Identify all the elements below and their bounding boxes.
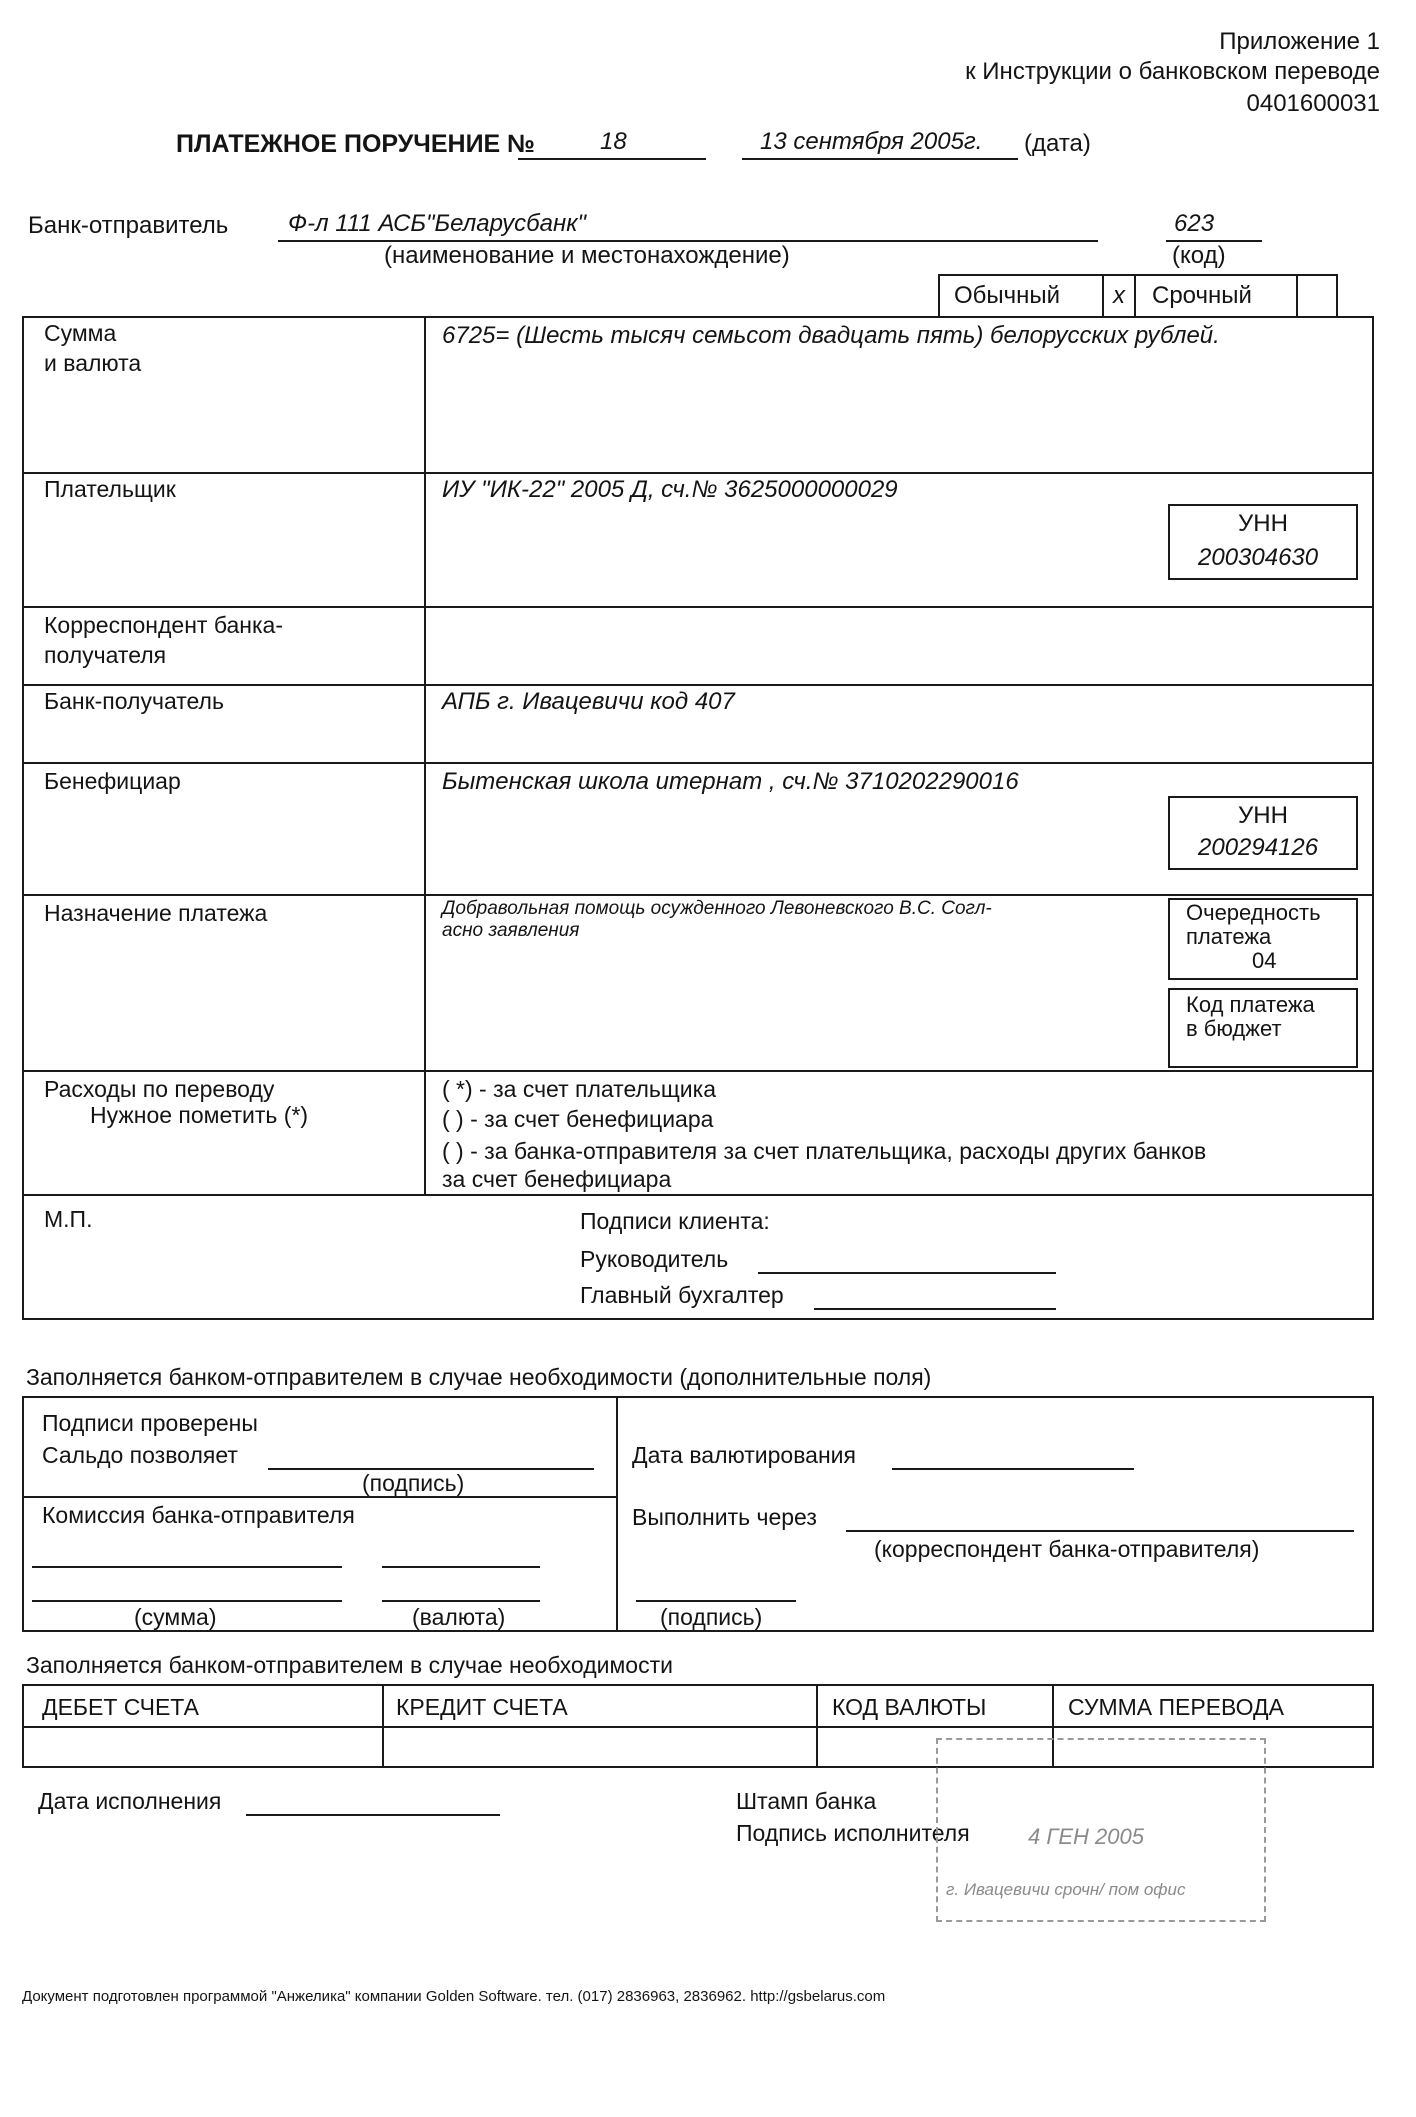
client-signatures-label: Подписи клиента: xyxy=(580,1208,770,1234)
accounts-col-divider-1 xyxy=(382,1684,384,1768)
extra-fields-heading: Заполняется банком-отправителем в случае необходимости (дополнительные поля) xyxy=(26,1364,932,1390)
transfer-amount-header: СУММА ПЕРЕВОДА xyxy=(1068,1694,1284,1720)
correspondent-label-2: получателя xyxy=(44,642,167,668)
sender-bank-value: Ф-л 111 АСБ"Беларусбанк" xyxy=(288,210,587,237)
accounts-col-divider-2 xyxy=(816,1684,818,1768)
urgency-urgent-label: Срочный xyxy=(1152,282,1252,309)
chief-accountant-signature-line[interactable] xyxy=(814,1308,1056,1310)
fees-label-1: Расходы по переводу xyxy=(44,1076,275,1102)
commission-currency-line-2[interactable] xyxy=(382,1600,540,1602)
date-underline xyxy=(742,158,1018,160)
number-underline xyxy=(518,158,706,160)
beneficiary-unn-box xyxy=(1168,796,1358,870)
accounts-header-divider xyxy=(22,1726,1374,1728)
beneficiary-label: Бенефициар xyxy=(44,768,181,794)
commission-label: Комиссия банка-отправителя xyxy=(42,1502,355,1528)
payer-value: ИУ "ИК-22" 2005 Д, сч.№ 3625000000029 xyxy=(442,476,898,503)
beneficiary-unn-label: УНН xyxy=(1238,802,1288,829)
priority-label-1: Очередность xyxy=(1186,900,1321,925)
appendix-label: Приложение 1 xyxy=(1219,28,1380,55)
budget-code-box xyxy=(1168,988,1358,1068)
payer-label: Плательщик xyxy=(44,476,176,502)
bank-stamp-label: Штамп банка xyxy=(736,1788,877,1814)
execute-signature-caption: (подпись) xyxy=(660,1604,763,1630)
extra-fields-divider xyxy=(616,1396,618,1632)
currency-code-header: КОД ВАЛЮТЫ xyxy=(832,1694,987,1720)
priority-label-2: платежа xyxy=(1186,924,1272,949)
urgency-urgent-box[interactable] xyxy=(1134,274,1298,318)
payer-unn-value: 200304630 xyxy=(1198,544,1319,571)
amount-label-1: Сумма xyxy=(44,320,117,346)
sender-bank-code: 623 xyxy=(1174,210,1215,237)
budget-code-label-1: Код платежа xyxy=(1186,992,1315,1017)
commission-sum-line-1[interactable] xyxy=(32,1566,342,1568)
purpose-label: Назначение платежа xyxy=(44,900,268,926)
instruction-label: к Инструкции о банковском переводе xyxy=(965,58,1380,85)
priority-value: 04 xyxy=(1252,948,1277,973)
execute-via-line[interactable] xyxy=(846,1530,1354,1532)
fees-label-2: Нужное пометить (*) xyxy=(90,1102,309,1128)
form-code: 0401600031 xyxy=(1246,90,1380,117)
commission-currency-line-1[interactable] xyxy=(382,1566,540,1568)
purpose-value-2: асно заявления xyxy=(442,920,580,941)
director-label: Руководитель xyxy=(580,1246,729,1272)
row-divider-6 xyxy=(22,1070,1374,1072)
urgency-ordinary-box[interactable] xyxy=(938,274,1104,318)
row-divider-3 xyxy=(22,684,1374,686)
accounts-heading: Заполняется банком-отправителем в случае необходимости xyxy=(26,1652,673,1678)
bank-stamp xyxy=(936,1738,1266,1922)
document-title: ПЛАТЕЖНОЕ ПОРУЧЕНИЕ № xyxy=(176,130,536,158)
value-date-line[interactable] xyxy=(892,1468,1134,1470)
row-divider-1 xyxy=(22,472,1374,474)
fee-option-beneficiary[interactable]: ( ) - за счет бенефициара xyxy=(442,1106,714,1132)
extra-fields-left-divider xyxy=(22,1496,616,1498)
amount-value: 6725= (Шесть тысяч семьсот двадцать пять) белорусских рублей. xyxy=(442,322,1220,349)
commission-sum-line-2[interactable] xyxy=(32,1600,342,1602)
stamp-bank-name: г. Ивацевичи срочн/ пом офис xyxy=(946,1880,1186,1899)
chief-accountant-label: Главный бухгалтер xyxy=(580,1282,784,1308)
payer-unn-box xyxy=(1168,504,1358,580)
executor-signature-label: Подпись исполнителя xyxy=(736,1820,970,1846)
correspondent-caption: (корреспондент банка-отправителя) xyxy=(874,1536,1260,1562)
payer-unn-label: УНН xyxy=(1238,510,1288,537)
debit-account-header: ДЕБЕТ СЧЕТА xyxy=(42,1694,199,1720)
fee-option-payer[interactable]: ( *) - за счет плательщика xyxy=(442,1076,717,1102)
purpose-value-1: Добравольная помощь осужденного Левоневского В.С. Согл- xyxy=(442,898,992,919)
credit-account-header: КРЕДИТ СЧЕТА xyxy=(396,1694,568,1720)
sum-caption: (сумма) xyxy=(134,1604,217,1630)
stamp-date: 4 ГЕН 2005 xyxy=(1028,1824,1144,1849)
urgency-urgent-checkbox[interactable] xyxy=(1296,274,1338,318)
document-number: 18 xyxy=(600,128,627,155)
receiving-bank-value: АПБ г. Ивацевичи код 407 xyxy=(442,688,735,715)
priority-box xyxy=(1168,898,1358,980)
seal-label: М.П. xyxy=(44,1206,93,1232)
footer-note: Документ подготовлен программой "Анжелика" компании Golden Software. тел. (017) 2836963, 2836962. http://gsbelarus.com xyxy=(22,1988,886,2005)
receiving-bank-label: Банк-получатель xyxy=(44,688,224,714)
payment-table-column-divider xyxy=(424,316,426,1194)
balance-signature-caption: (подпись) xyxy=(362,1470,465,1496)
sender-bank-label: Банк-отправитель xyxy=(28,212,229,239)
row-divider-4 xyxy=(22,762,1374,764)
signatures-checked-label: Подписи проверены xyxy=(42,1410,258,1436)
director-signature-line[interactable] xyxy=(758,1272,1056,1274)
execute-via-label: Выполнить через xyxy=(632,1504,817,1530)
row-divider-5 xyxy=(22,894,1374,896)
row-divider-7 xyxy=(22,1194,1374,1196)
row-divider-2 xyxy=(22,606,1374,608)
value-date-label: Дата валютирования xyxy=(632,1442,856,1468)
urgency-ordinary-checkbox[interactable] xyxy=(1102,274,1136,318)
correspondent-label-1: Корреспондент банка- xyxy=(44,612,284,638)
document-date: 13 сентября 2005г. xyxy=(760,128,983,155)
urgency-mark: х xyxy=(1113,282,1125,309)
beneficiary-unn-value: 200294126 xyxy=(1198,834,1319,861)
budget-code-label-2: в бюджет xyxy=(1186,1016,1282,1041)
balance-allows-label: Сальдо позволяет xyxy=(42,1442,238,1468)
sender-code-caption: (код) xyxy=(1172,242,1226,269)
date-caption: (дата) xyxy=(1024,130,1091,157)
fee-option-split[interactable]: ( ) - за банка-отправителя за счет плательщика, расходы других банков xyxy=(442,1138,1207,1164)
execution-date-line[interactable] xyxy=(246,1814,500,1816)
urgency-ordinary-label: Обычный xyxy=(954,282,1061,309)
beneficiary-value: Бытенская школа итернат , сч.№ 3710202290016 xyxy=(442,768,1019,795)
sender-bank-caption: (наименование и местонахождение) xyxy=(384,242,790,269)
execute-signature-line[interactable] xyxy=(636,1600,796,1602)
fee-option-split-cont: за счет бенефициара xyxy=(442,1166,672,1192)
execution-date-label: Дата исполнения xyxy=(38,1788,222,1814)
currency-caption: (валюта) xyxy=(412,1604,506,1630)
amount-label-2: и валюта xyxy=(44,350,142,376)
